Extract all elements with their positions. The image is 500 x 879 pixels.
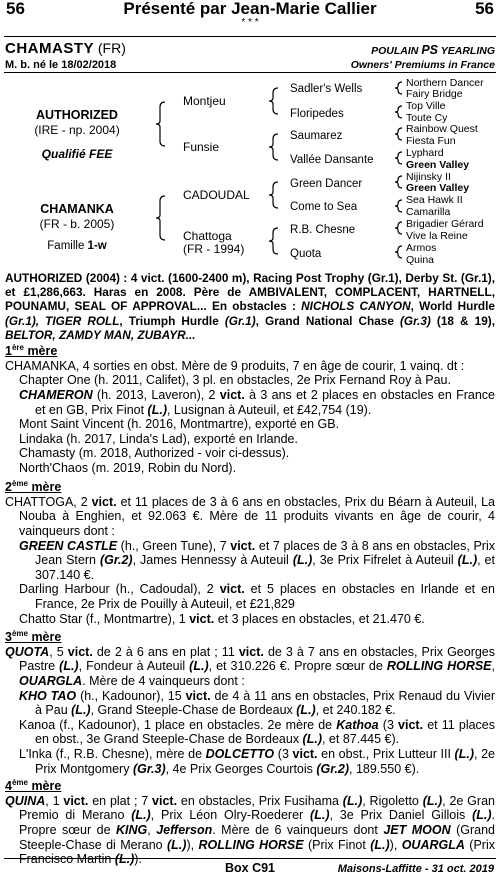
sale-place-date: Maisons-Laffitte - 31 oct. 2019 <box>337 863 494 875</box>
ped-g4-4: Toute Cy <box>406 112 448 124</box>
m1-line-1: Chapter One (h. 2011, Califet), 3 pl. en obstacles, 2e Prix Fernand Roy à Pau. <box>19 373 451 388</box>
m2-line-2: Darling Harbour (h., Cadoudal), 2 vict. et 5 places en obstacles en Irlande et en France, 2e Prix de Pouilly à Auteuil, et £21,829 <box>19 582 495 611</box>
ped-g3-1: Sadler's Wells <box>290 83 363 95</box>
perf-text-5: (18 & 19), <box>430 313 495 328</box>
ped-g4-14: Vive la Reine <box>406 230 468 242</box>
ped-g3-6: Come to Sea <box>290 201 358 213</box>
m3-intro: QUOTA, 5 vict. de 2 à 6 ans en plat ; 11 vict. de 3 à 7 ans en obstacles, Prix Georges Pastre (L.), Fondeur à Auteuil (L.), et 310.226 €. Propre sœur de ROLLING HORSE, OUARGLA. Mère de 4 vainqueurs dont : <box>5 644 496 688</box>
ped-g3-2: Floripedes <box>290 108 344 120</box>
top-rule <box>4 36 496 37</box>
pedigree-rule <box>4 72 496 73</box>
perf-text-3: , Triumph Hurdle <box>119 313 225 328</box>
header-stars: * * * <box>241 17 259 28</box>
section-3rd-dam <box>5 627 495 776</box>
m1-line-6: North'Chaos (m. 2019, Robin du Nord). <box>19 460 237 475</box>
ped-g4-10: Green Valley <box>406 182 470 194</box>
sire-name: AUTHORIZED <box>36 108 118 122</box>
m2-line-3: Chatto Star (f., Montmartre), 1 vict. et 3 places en obstacles, et 21.470 €. <box>19 611 425 626</box>
m4-intro: QUINA, 1 vict. en plat ; 7 vict. en obstacles, Prix Fusihama (L.), Rigoletto (L.), 2e Gran Premio di Merano (L.), Prix Léon Olry-Roederer (L.), 3e Prix Daniel Gillois (L.). Propre sœur de KING, Jefferson. Mère de 6 vainqueurs dont JET MOON (Grand Steeple-Chase di Merano (L.)), ROLLING HORSE (Prix Finot (L.)), OUARGLA (Prix Francisco Martin (L.)). <box>5 793 495 867</box>
sire-note: Qualifié FEE <box>41 147 113 162</box>
section-2nd-dam <box>5 477 495 626</box>
dam-info: (FR - b. 2005) <box>39 216 115 231</box>
m1-line-4: Lindaka (h. 2017, Linda's Lad), exporté en Irlande. <box>19 431 298 446</box>
dam-name: CHAMANKA <box>40 202 114 216</box>
ped-g4-9: Nijinsky II <box>406 171 451 183</box>
ped-g3-8: Quota <box>290 248 322 260</box>
ped-g4-12: Camarilla <box>406 206 451 218</box>
perf-text-4: , Grand National Chase <box>255 313 400 328</box>
m3-line-1: KHO TAO (h., Kadounor), 15 vict. de 4 à 11 ans en obstacles, Prix Renaud du Vivier à Pau (L.), Grand Steeple-Chase de Bordeaux (L.), et 240.182 €. <box>19 688 495 718</box>
ped-g3-5: Green Dancer <box>290 178 363 190</box>
dam-family-label: Famille <box>47 240 88 253</box>
ped-g4-16: Quina <box>406 254 435 266</box>
m3-line-3: L'Inka (f., R.B. Chesne), mère de DOLCETTO (3 vict. en obst., Prix Lutteur III (L.), 2e Prix Montgomery (Gr.3), 4e Prix Georges Courtois (Gr.2), 189.550 €). <box>19 746 495 776</box>
ped-g4-5: Rainbow Quest <box>406 123 478 135</box>
pedigree-table <box>0 76 500 266</box>
perf-italic-4: (Gr.3) <box>400 313 431 328</box>
horse-country: (FR) <box>97 40 126 56</box>
owners-premiums: Owners' Premiums in France <box>350 59 495 71</box>
m1-intro: CHAMANKA, 4 sorties en obst. Mère de 9 produits, 7 en âge de courir, 1 vainq. dt : <box>5 358 465 373</box>
ped-g4-15: Armos <box>406 242 437 254</box>
ped-g4-13: Brigadier Gérard <box>406 218 484 230</box>
perf-italic-1: NICHOLS CANYON <box>301 299 411 314</box>
horse-birth: M. b. né le 18/02/2018 <box>5 59 117 71</box>
ped-g4-3: Top Ville <box>406 100 446 112</box>
ped-g4-2: Fairy Bridge <box>406 88 463 100</box>
ped-g4-1: Northern Dancer <box>406 77 484 89</box>
perf-text-2: , World Hurdle <box>410 299 495 314</box>
ped-g3-4: Vallée Dansante <box>290 154 374 166</box>
sex-prefix: POULAIN <box>371 45 419 57</box>
dam-family-code: 1-w <box>87 240 107 253</box>
ped-g2-3: CADOUDAL <box>183 188 250 202</box>
ped-g4-11: Sea Hawk II <box>406 194 463 206</box>
page-footer <box>4 861 496 877</box>
perf-text-1: AUTHORIZED (2004) : 4 vict. (1600-2400 m), Racing Post Trophy (Gr.1), Derby St. (Gr.1), et £1,286,663. Haras en 2008. Père de AMBIVALENT, COMPLACENT, HARTNELL, POUNAMU, SEAL OF APPROVAL... En obstacles : <box>5 271 495 314</box>
m1-line-2: CHAMERON (h. 2013, Laveron), 2 vict. à 3 ans et 2 places en obstacles en France et en GB, Prix Finot (L.), Lusignan à Auteuil, et £42,754 (19). <box>19 387 495 417</box>
ped-g4-8: Green Valley <box>406 159 470 171</box>
perf-italic-5: BELTOR, ZAMDY MAN, ZUBAYR... <box>5 327 196 342</box>
section-heading-3: 3ème mère <box>5 629 62 645</box>
horse-sex <box>371 43 495 59</box>
lot-number-left: 56 <box>6 0 25 18</box>
perf-italic-3: (Gr.1) <box>224 313 256 328</box>
horse-name-line <box>5 41 126 57</box>
m1-line-3: Mont Saint Vincent (h. 2016, Montmartre), exporté en GB. <box>19 417 340 432</box>
ped-g2-4: Chattoga <box>183 229 232 243</box>
m2-intro: CHATTOGA, 2 vict. et 11 places de 3 à 6 ans en obstacles, Prix du Béarn à Auteuil, La Nouba à Enghien, et 92.063 €. Mère de 11 produits vivants en âge de courir, 4 vainqueurs dont : <box>5 494 495 538</box>
section-1st-dam <box>5 341 495 476</box>
ped-g2-4-info: (FR - 1994) <box>183 242 245 256</box>
m2-line-1: GREEN CASTLE (h., Green Tune), 7 vict. et 7 places de 3 à 8 ans en obstacles, Prix Jean Stern (Gr.2), James Hennessy à Auteuil (L.), 3e Prix Fifrelet à Auteuil (L.), et 307.140 €. <box>19 538 495 582</box>
ped-g3-3: Saumarez <box>290 130 343 142</box>
sire-info: (IRE - np. 2004) <box>34 122 120 137</box>
sire-performance <box>5 271 495 342</box>
sex-ps: PS <box>421 43 438 57</box>
box-number: Box C91 <box>224 861 276 875</box>
section-heading-1: 1ère mère <box>5 343 58 359</box>
bottom-rule <box>4 858 496 859</box>
perf-italic-2: (Gr.1), TIGER ROLL <box>5 313 120 328</box>
ped-g4-6: Fiesta Fun <box>406 135 456 147</box>
horse-name: CHAMASTY <box>5 40 94 57</box>
m3-line-2: Kanoa (f., Kadounor), 1 place en obstacles. 2e mère de Kathoa (3 vict. et 11 places en obst., 3e Grand Steeple-Chase de Bordeaux (L.), et 87.445 €). <box>19 717 496 747</box>
section-4th-dam <box>5 776 495 867</box>
section-heading-4: 4ème mère <box>5 778 62 794</box>
m1-line-5: Chamasty (m. 2018, Authorized - voir ci-dessus). <box>19 446 290 461</box>
ped-g4-7: Lyphard <box>406 147 444 159</box>
ped-g2-2: Funsie <box>183 140 220 154</box>
ped-g3-7: R.B. Chesne <box>290 224 356 236</box>
section-heading-2: 2ème mère <box>5 479 62 495</box>
lot-number-right: 56 <box>475 0 494 18</box>
ped-g2-1: Montjeu <box>183 94 226 108</box>
page-title: Présenté par Jean-Marie Callier <box>123 0 377 18</box>
sex-suffix: YEARLING <box>440 45 495 57</box>
